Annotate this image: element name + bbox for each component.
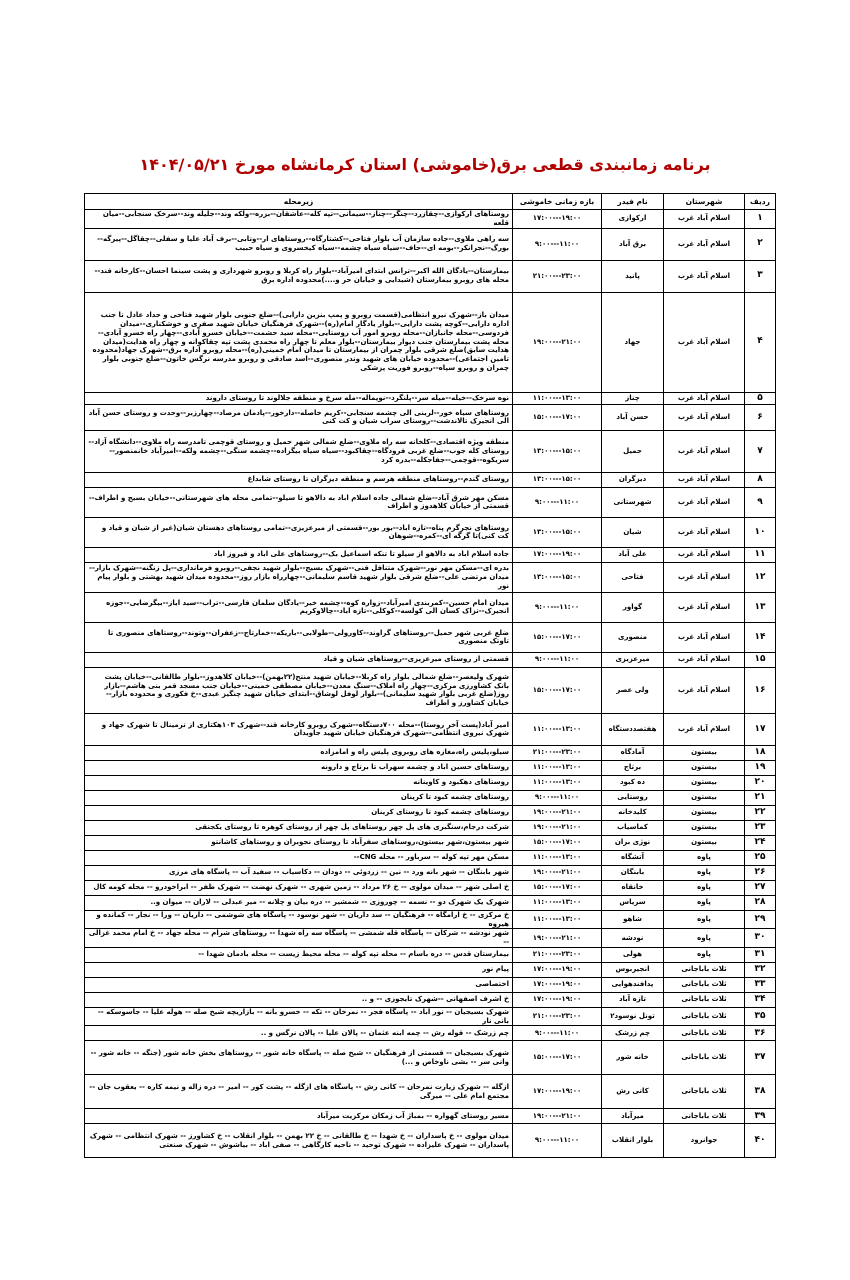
cell-outage-time: ۱۹:۰۰---۱۷:۰۰ — [513, 547, 602, 562]
cell-row-number: ۲۴ — [745, 835, 776, 850]
cell-county: ثلاث باباجانی — [664, 1109, 745, 1124]
cell-row-number: ۳۷ — [745, 1041, 776, 1075]
cell-row-number: ۳۰ — [745, 929, 776, 948]
cell-county: جوانرود — [664, 1124, 745, 1158]
cell-row-number: ۲۵ — [745, 850, 776, 865]
cell-row-number: ۳۶ — [745, 1026, 776, 1041]
cell-outage-time: ۲۳:۰۰---۲۱:۰۰ — [513, 260, 602, 292]
cell-sub-area: قسمتی از روستای میرعزیزی--روستاهای شیان و قیاد — [85, 652, 513, 667]
cell-county: پاوه — [664, 880, 745, 895]
cell-feeder-name: انجیربوس — [602, 962, 664, 977]
cell-county: اسلام آباد غرب — [664, 622, 745, 652]
cell-county: پاوه — [664, 850, 745, 865]
table-row — [85, 895, 776, 910]
cell-sub-area: امیر آباد(پست آخر روستا)--محله ۷۰۰دستگاه--شهرک روبرو کارخانه قند--شهرک ۱۰۳هکتاری از ترمینال تا شهرک جهاد و شهرک نیروی انتظامی--شهرک فرهنگیان خیابان شهید جاویدان — [85, 713, 513, 745]
cell-outage-time: ۱۷:۰۰---۱۵:۰۰ — [513, 880, 602, 895]
table-row — [85, 1041, 776, 1075]
cell-feeder-name: چناز — [602, 392, 664, 404]
table-row — [85, 260, 776, 292]
cell-row-number: ۲۷ — [745, 880, 776, 895]
cell-feeder-name: میرعزیزی — [602, 652, 664, 667]
cell-sub-area: چم زرشک -- قوله رش -- چمه ابنه عثمان -- پالان علیا -- پالان نرگس و .. — [85, 1026, 513, 1041]
cell-row-number: ۲۹ — [745, 910, 776, 929]
cell-outage-time: ۲۳:۰۰---۲۱:۰۰ — [513, 745, 602, 760]
cell-sub-area: مسکن مهر شرق آباد--ضلع شمالی جاده اسلام اباد به دالاهو تا سیلو--تمامی محله های شهرستانی--خیابان بسیج و اطراف--قسمتی از خیابان کلاهدوز و اطراف — [85, 487, 513, 517]
cell-sub-area: جاده اسلام اباد به دالاهو از سیلو تا تنکه اسماعیل بک--روستاهای علی اباد و فیروز اباد — [85, 547, 513, 562]
table-row — [85, 1075, 776, 1109]
cell-sub-area: خ مرکزی -- خ آرامگاه -- فرهنگیان -- سد داریان -- شهر نوسود -- پاسگاه های شوشمی -- داریان -- ورا -- نجار -- کمانده و هیروه — [85, 910, 513, 929]
cell-outage-time: ۱۱:۰۰---۹:۰۰ — [513, 592, 602, 622]
cell-sub-area: روستاهای حسین اباد و چشمه سهراب تا برتاج و دارونه — [85, 760, 513, 775]
cell-feeder-name: نودشه — [602, 929, 664, 948]
header-county: شهرستان — [664, 194, 745, 210]
cell-feeder-name: شیان — [602, 517, 664, 547]
cell-outage-time: ۱۱:۰۰---۹:۰۰ — [513, 790, 602, 805]
cell-outage-time: ۱۱:۰۰---۹:۰۰ — [513, 1124, 602, 1158]
cell-outage-time: ۱۹:۰۰---۱۷:۰۰ — [513, 1075, 602, 1109]
table-row — [85, 622, 776, 652]
table-row — [85, 713, 776, 745]
cell-county: بیستون — [664, 820, 745, 835]
cell-county: ثلاث باباجانی — [664, 962, 745, 977]
header-feeder-name: نام فیدر — [602, 194, 664, 210]
cell-county: اسلام آباد غرب — [664, 472, 745, 487]
cell-feeder-name: کانی رش — [602, 1075, 664, 1109]
table-row — [85, 865, 776, 880]
cell-county: ثلاث باباجانی — [664, 1026, 745, 1041]
cell-county: اسلام آباد غرب — [664, 713, 745, 745]
cell-county: اسلام آباد غرب — [664, 517, 745, 547]
cell-sub-area: روستاهای نجرگرم پناه--تازه اباد--بور بور--قسمتی از میرعزیزی--تمامی روستاهای دهستان شیان(غیر از شیان و قیاد و کت کنی)تا گرگه ای--کمره--شوهان — [85, 517, 513, 547]
table-row — [85, 775, 776, 790]
cell-feeder-name: روستایی — [602, 790, 664, 805]
table-row — [85, 805, 776, 820]
cell-outage-time: ۲۱:۰۰---۱۹:۰۰ — [513, 820, 602, 835]
cell-row-number: ۳۵ — [745, 1007, 776, 1026]
cell-sub-area: نوه سرخک--خیله--میله سر--پلنگرد--نوپماله--مله سرخ و منطقه جلالوند تا روستای داروند — [85, 392, 513, 404]
cell-feeder-name: هولی — [602, 947, 664, 962]
cell-outage-time: ۱۳:۰۰---۱۱:۰۰ — [513, 713, 602, 745]
cell-county: پاوه — [664, 929, 745, 948]
cell-outage-time: ۲۳:۰۰---۲۱:۰۰ — [513, 947, 602, 962]
cell-county: ثلاث باباجانی — [664, 977, 745, 992]
cell-row-number: ۳ — [745, 260, 776, 292]
cell-feeder-name: جهاد — [602, 292, 664, 392]
cell-row-number: ۳۴ — [745, 992, 776, 1007]
table-row — [85, 430, 776, 472]
cell-sub-area: میدان باز--شهرک نیرو انتظامی(قسمت روبرو و پمپ بنزین دارابی)--ضلع جنوبی بلوار شهید فتاحی و حداد عادل تا جنب اداره دارایی--کوچه پشت دارایی--بلوار یادگار امام(ره)--شهرک فرهنگیان خیابان شهید صفری و خوشکناری--میدان فردوسی--محله جانبازان--محله روبرو امور آب روستایی--محله سید حشمت--خیابان خسرو آبادی--چهار راه خسرو آبادی--محله پشت بیمارستان جنب دیوار بیمارستان--بلوار معلم تا چهار راه محمدی پشت تپه چقاکوانه و چهار راه هدایت(میدان هدایت سابق)ضلع شرقی بلوار چمران از بیمارستان تا میدان امام خمینی(ره)--محله روبرو اداره برق--شهرک جهاد(محدوده تامین اجتماعی)--محدوده خیابان های شهید وندر منصوری--اسد صادقی و روبرو مدرسه نرگس خاتون--ضلع جنوبی بلوار چمران و روبرو سپاه--روبرو فوریت پزشکی — [85, 292, 513, 392]
cell-sub-area: مسکن مهر تپه کوله -- سرباور -- محله CNG-- — [85, 850, 513, 865]
cell-outage-time: ۱۷:۰۰---۱۵:۰۰ — [513, 622, 602, 652]
cell-sub-area: مسیر روستای گهواره -- بمباژ آب زمکان مرکزیت میرآباد — [85, 1109, 513, 1124]
cell-sub-area: شهر نودشه -- شرکان -- پاسگاه قله شمشی -- پاسگاه سه راه شهدا -- روستاهای شرام -- محله جهاد -- خ امام محمد غزالی -- — [85, 929, 513, 948]
cell-county: بیستون — [664, 790, 745, 805]
cell-row-number: ۸ — [745, 472, 776, 487]
cell-sub-area: بیمارستان قدس -- دره باسام -- محله تپه کوله -- محله محیط زیست -- محله بادمان شهدا -- — [85, 947, 513, 962]
cell-feeder-name: هفتصددستگاه — [602, 713, 664, 745]
table-row — [85, 1026, 776, 1041]
cell-county: اسلام آباد غرب — [664, 210, 745, 229]
cell-sub-area: شهر بیستون،شهر بیستون،روستاهای سفرآباد تا روستای نجوبران و روستاهای کاشانتو — [85, 835, 513, 850]
cell-feeder-name: برتاج — [602, 760, 664, 775]
table-header-row — [85, 194, 776, 210]
cell-county: پاوه — [664, 895, 745, 910]
header-row-number: ردیف — [745, 194, 776, 210]
cell-outage-time: ۱۹:۰۰---۱۷:۰۰ — [513, 977, 602, 992]
cell-feeder-name: ولی عصر — [602, 667, 664, 713]
cell-county: ثلاث باباجانی — [664, 992, 745, 1007]
cell-row-number: ۱۶ — [745, 667, 776, 713]
cell-county: ثلاث باباجانی — [664, 1041, 745, 1075]
cell-feeder-name: فتاحی — [602, 562, 664, 592]
cell-outage-time: ۲۱:۰۰---۱۹:۰۰ — [513, 1109, 602, 1124]
cell-row-number: ۳۳ — [745, 977, 776, 992]
table-row — [85, 404, 776, 430]
table-row — [85, 745, 776, 760]
cell-row-number: ۱۵ — [745, 652, 776, 667]
cell-row-number: ۱۸ — [745, 745, 776, 760]
cell-feeder-name: ارکوازی — [602, 210, 664, 229]
cell-row-number: ۲۳ — [745, 820, 776, 835]
cell-sub-area: پیام نور — [85, 962, 513, 977]
cell-county: اسلام آباد غرب — [664, 652, 745, 667]
cell-feeder-name: تازه آباد — [602, 992, 664, 1007]
cell-sub-area: ازگله -- شهرک زیارت نمرحان -- کانی رش -- پاسگاه های ازگله -- پشت کور -- امیر -- دره زاله و نیمه کاره -- یعقوب جان -- مجتمع امام علی -- میرگی — [85, 1075, 513, 1109]
cell-county: بیستون — [664, 775, 745, 790]
cell-feeder-name: حسن آباد — [602, 404, 664, 430]
table-row — [85, 947, 776, 962]
cell-row-number: ۲۰ — [745, 775, 776, 790]
header-sub-area: زیرمحله — [85, 194, 513, 210]
cell-row-number: ۳۹ — [745, 1109, 776, 1124]
cell-feeder-name: ده کبود — [602, 775, 664, 790]
cell-row-number: ۱۲ — [745, 562, 776, 592]
cell-county: ثلاث باباجانی — [664, 1007, 745, 1026]
cell-feeder-name: گواور — [602, 592, 664, 622]
cell-feeder-name: بابنگان — [602, 865, 664, 880]
cell-row-number: ۲۶ — [745, 865, 776, 880]
cell-county: اسلام آباد غرب — [664, 547, 745, 562]
cell-outage-time: ۱۹:۰۰---۱۷:۰۰ — [513, 210, 602, 229]
cell-county: بیستون — [664, 805, 745, 820]
cell-feeder-name: سریاس — [602, 895, 664, 910]
cell-sub-area: شهرک بسیجیان -- نور اباد -- پاسگاه فجر -- نمرخان -- تکه -- خسرو بانه -- بازاریچه شیخ صله -- هوله علیا -- جاسوسکه -- بانی نار — [85, 1007, 513, 1026]
table-row — [85, 820, 776, 835]
cell-feeder-name: کماسیاب — [602, 820, 664, 835]
cell-feeder-name: شهرستانی — [602, 487, 664, 517]
cell-sub-area: خ اشرف اصفهانی --شهرک تایجوزی -- و .. — [85, 992, 513, 1007]
cell-feeder-name: آتشگاه — [602, 850, 664, 865]
cell-feeder-name: خانقاه — [602, 880, 664, 895]
table-row — [85, 977, 776, 992]
table-row — [85, 392, 776, 404]
cell-outage-time: ۱۵:۰۰---۱۳:۰۰ — [513, 430, 602, 472]
table-row — [85, 1007, 776, 1026]
cell-outage-time: ۱۷:۰۰---۱۵:۰۰ — [513, 835, 602, 850]
table-row — [85, 992, 776, 1007]
table-row — [85, 652, 776, 667]
cell-outage-time: ۱۱:۰۰---۹:۰۰ — [513, 228, 602, 260]
table-row — [85, 517, 776, 547]
cell-county: اسلام آباد غرب — [664, 430, 745, 472]
cell-sub-area: اختصاصی — [85, 977, 513, 992]
cell-row-number: ۲ — [745, 228, 776, 260]
cell-outage-time: ۱۹:۰۰---۱۷:۰۰ — [513, 962, 602, 977]
cell-feeder-name: منصوری — [602, 622, 664, 652]
table-row — [85, 1109, 776, 1124]
table-row — [85, 880, 776, 895]
cell-sub-area: ضلع غربی شهر حمیل--روستاهای گراوند--کاورولی--طولابی--باریکه--خمارتاج--زعفران--وتوند--روستاهای منصوری تا تاوتک منصوری — [85, 622, 513, 652]
cell-county: اسلام آباد غرب — [664, 667, 745, 713]
cell-county: ثلاث باباجانی — [664, 1075, 745, 1109]
cell-sub-area: منطقه ویژه اقتصادی--کلخانه سه راه ملاوی--ضلع شمالی شهر حمیل و روستای قوچمی تامدرسه راه ملاوی--دانشگاه آزاد--روستای کله جوب--ضلع غربی فرودگاه--چقاکبود--سیاه سیاه بیگزاده--چشمه سنگی--چشمه ولکه--امیرآباد خانمنصور--سریکوه--قوچمی--جفاجکله--بدره کرد — [85, 430, 513, 472]
cell-sub-area: شهرک ولیعصر--ضلع شمالی بلوار راه کربلا--خیابان شهید منتح(۲۲بهمن)--خیابان کلاهدوز--بلوار طالقانی--خیابان پشت بانک کشاورزی مرکزی--چهار راه املاک--سنگ معدن--خیابان مصطفی خمینی--خیابان جنب مسجد قمر بنی هاشم--بازار روز(ضلع غربی بلوار شهید سلیمانی)--بلوار لوفل لوشاق--ابتدای خیابان شهید چنگیز عبدی--خ فکوری و محدوده بازار--خیابان کشاورز و اطراف — [85, 667, 513, 713]
cell-sub-area: شرکت درجام،سنگبری های پل چهر روستاهای پل چهر از روستای کوهره تا روستای یکجنقی — [85, 820, 513, 835]
cell-row-number: ۱۱ — [745, 547, 776, 562]
table-row — [85, 1124, 776, 1158]
cell-feeder-name: خانه شور — [602, 1041, 664, 1075]
cell-outage-time: ۲۱:۰۰---۱۹:۰۰ — [513, 929, 602, 948]
cell-feeder-name: میرآباد — [602, 1109, 664, 1124]
cell-county: پاوه — [664, 910, 745, 929]
cell-outage-time: ۱۳:۰۰---۱۱:۰۰ — [513, 760, 602, 775]
cell-outage-time: ۱۵:۰۰---۱۳:۰۰ — [513, 517, 602, 547]
cell-county: اسلام آباد غرب — [664, 592, 745, 622]
cell-feeder-name: بلوار انقلاب — [602, 1124, 664, 1158]
cell-feeder-name: تونل نوسود۲ — [602, 1007, 664, 1026]
cell-outage-time: ۱۱:۰۰---۹:۰۰ — [513, 487, 602, 517]
cell-sub-area: شهرک یک شهرک دو -- نسمه -- چوروزی -- شمشیر -- دره بیان و چلانه -- میر عبدلی -- لاران -- میوان و.. — [85, 895, 513, 910]
cell-feeder-name: دیزگران — [602, 472, 664, 487]
header-outage-time: بازه زمانی خاموشی — [513, 194, 602, 210]
cell-outage-time: ۱۳:۰۰---۱۱:۰۰ — [513, 910, 602, 929]
cell-outage-time: ۲۳:۰۰---۲۱:۰۰ — [513, 1007, 602, 1026]
cell-row-number: ۴۰ — [745, 1124, 776, 1158]
table-row — [85, 472, 776, 487]
table-row — [85, 562, 776, 592]
cell-outage-time: ۱۱:۰۰---۹:۰۰ — [513, 652, 602, 667]
table-row — [85, 547, 776, 562]
cell-row-number: ۱۹ — [745, 760, 776, 775]
cell-sub-area: خ اصلی شهر -- میدان مولوی -- خ ۲۶ مرداد -- زمین شهری -- شهرک نهضت -- شهرک ظفر -- ابراخودرو -- محله کومه کال — [85, 880, 513, 895]
cell-county: بیستون — [664, 760, 745, 775]
cell-row-number: ۱۳ — [745, 592, 776, 622]
cell-outage-time: ۱۹:۰۰---۱۷:۰۰ — [513, 992, 602, 1007]
cell-feeder-name: پدافندهوایی — [602, 977, 664, 992]
cell-feeder-name: کلیدخانه — [602, 805, 664, 820]
table-row — [85, 962, 776, 977]
cell-row-number: ۳۱ — [745, 947, 776, 962]
table-row — [85, 592, 776, 622]
cell-county: اسلام آباد غرب — [664, 562, 745, 592]
cell-sub-area: روستاهای سیاه خور--لرینی الی چشمه سنجابی--کریم خاصله--دارخور--پادمان مرصاد--چهارزبر--وحدت و روستای حسن آباد الی انجیرک تالاندشت--روستای سراب شیان و کت کنی — [85, 404, 513, 430]
cell-county: اسلام آباد غرب — [664, 228, 745, 260]
cell-sub-area: شهرک بسیجیان -- قسمتی از فرهنگیان -- شیخ صله -- پاسگاه خانه شور -- روستاهای بخش خانه شور (جنگه -- خانه شور -- وانی سر -- بشی ناوخاص و ...) — [85, 1041, 513, 1075]
cell-outage-time: ۱۷:۰۰---۱۵:۰۰ — [513, 1041, 602, 1075]
cell-outage-time: ۱۷:۰۰---۱۵:۰۰ — [513, 404, 602, 430]
cell-feeder-name: پانید — [602, 260, 664, 292]
cell-county: اسلام آباد غرب — [664, 260, 745, 292]
cell-sub-area: سه راهی ملاوی--جاده سازمان آب بلوار فتاحی--کشتارگاه--روستاهای ار--وتابی--برف آباد علیا و سفلی--چقاگل--پیرگه--بورگ--نجرانکر--بومه ای--حاف--سیاه سیاه چشمه--سیاه کیخسروی و سیاه حبیب — [85, 228, 513, 260]
cell-row-number: ۴ — [745, 292, 776, 392]
cell-row-number: ۲۸ — [745, 895, 776, 910]
cell-row-number: ۲۲ — [745, 805, 776, 820]
cell-row-number: ۱۴ — [745, 622, 776, 652]
cell-outage-time: ۲۱:۰۰---۱۹:۰۰ — [513, 805, 602, 820]
cell-row-number: ۶ — [745, 404, 776, 430]
cell-sub-area: بدره ای--مسکن مهر نور--شهرک متنافل قنی--شهرک بسیج--بلوار شهید نجفی--روبرو فرمانداری--پل زنگنه--شهرک بازار--میدان مرتضی علی--ضلع شرقی بلوار شهید قاسم سلیمانی--چهارراه بازار روز--محدوده میدان شهید بهشتی و بلوار پیام نور — [85, 562, 513, 592]
cell-county: اسلام آباد غرب — [664, 404, 745, 430]
cell-feeder-name: آمادگاه — [602, 745, 664, 760]
table-row — [85, 790, 776, 805]
cell-outage-time: ۱۵:۰۰---۱۳:۰۰ — [513, 472, 602, 487]
cell-row-number: ۹ — [745, 487, 776, 517]
cell-county: اسلام آباد غرب — [664, 292, 745, 392]
table-row — [85, 910, 776, 929]
cell-sub-area: شهر بابنگان -- شهر بانه ورد -- نین -- زردوئی -- دودان -- دکاسیاب -- سفید آب -- پاسگاه های مرزی — [85, 865, 513, 880]
cell-sub-area: سیلو،پلیس راه،مغازه های روبروی پلیس راه و امامزاده — [85, 745, 513, 760]
table-row — [85, 760, 776, 775]
cell-outage-time: ۱۳:۰۰---۱۱:۰۰ — [513, 850, 602, 865]
cell-row-number: ۷ — [745, 430, 776, 472]
cell-row-number: ۳۸ — [745, 1075, 776, 1109]
table-row — [85, 667, 776, 713]
table-row — [85, 850, 776, 865]
cell-outage-time: ۱۵:۰۰---۱۳:۰۰ — [513, 562, 602, 592]
table-row — [85, 210, 776, 229]
cell-county: بیستون — [664, 835, 745, 850]
cell-outage-time: ۲۱:۰۰---۱۹:۰۰ — [513, 292, 602, 392]
cell-sub-area: روستاهای چشمه کبود تا روستای کرینان — [85, 805, 513, 820]
cell-feeder-name: چم زرشک — [602, 1026, 664, 1041]
cell-sub-area: روستاهای ارکوازی--چقازرد--چنگر--چناز--سیمانی--تپه کله--عاشقان--بزره--ولکه وند--جلیله وند--سرخک سنجابی--میان قلعه — [85, 210, 513, 229]
cell-row-number: ۲۱ — [745, 790, 776, 805]
cell-row-number: ۱۰ — [745, 517, 776, 547]
cell-feeder-name: علی آباد — [602, 547, 664, 562]
cell-outage-time: ۱۳:۰۰---۱۱:۰۰ — [513, 895, 602, 910]
cell-sub-area: روستاهای چشمه کبود تا کرینان — [85, 790, 513, 805]
cell-sub-area: میدان امام حسین--کمربندی امیرآباد--زواره کوه--چشمه خیر--یادگان سلمان فارسی--تراب--سید ایاز--بیگرضایی--جوزه انجیرک--تزاک کسان الی کولسه--کوکلی--تازه اباد--چالاوکریم — [85, 592, 513, 622]
outage-schedule-table — [84, 193, 776, 1158]
table-row — [85, 292, 776, 392]
table-row — [85, 228, 776, 260]
cell-sub-area: روستاهای دهکبود و کاوینانه — [85, 775, 513, 790]
cell-outage-time: ۱۳:۰۰---۱۱:۰۰ — [513, 392, 602, 404]
cell-outage-time: ۱۷:۰۰---۱۵:۰۰ — [513, 667, 602, 713]
page-title: برنامه زمانبندی قطعی برق(خاموشی) استان کرمانشاه مورخ ۱۴۰۴/۰۵/۲۱ — [139, 155, 711, 174]
cell-feeder-name: حمیل — [602, 430, 664, 472]
table-row — [85, 929, 776, 948]
cell-row-number: ۳۲ — [745, 962, 776, 977]
table-row — [85, 487, 776, 517]
cell-feeder-name: برق آباد — [602, 228, 664, 260]
cell-row-number: ۱ — [745, 210, 776, 229]
cell-outage-time: ۲۱:۰۰---۱۹:۰۰ — [513, 865, 602, 880]
cell-outage-time: ۱۳:۰۰---۱۱:۰۰ — [513, 775, 602, 790]
cell-county: پاوه — [664, 865, 745, 880]
cell-outage-time: ۱۱:۰۰---۹:۰۰ — [513, 1026, 602, 1041]
cell-feeder-name: نوژی بران — [602, 835, 664, 850]
cell-row-number: ۵ — [745, 392, 776, 404]
cell-county: اسلام آباد غرب — [664, 392, 745, 404]
cell-sub-area: میدان مولوی -- خ پاسداران -- خ شهدا -- خ طالقانی -- خ ۲۲ بهمن -- بلوار انقلاب -- خ کشاورز -- شهرک انتظامی -- شهرک پاسداران -- شهرک علیزاده -- شهرک توحید -- ناحیه کارگاهی -- صفی اباد -- بیاشوش -- شهرک صنعتی — [85, 1124, 513, 1158]
cell-row-number: ۱۷ — [745, 713, 776, 745]
cell-county: پاوه — [664, 947, 745, 962]
cell-sub-area: بیمارستان--یادگان الله اکبر--ترانس ابتدای امیرآباد--بلوار راه کربلا و روبرو شهرداری و پشت سینما احسان--کارخانه قند--محله های روبرو بیمارستان (شیدایی و خیابان حر و....)محدوده اداره برق — [85, 260, 513, 292]
cell-county: بیستون — [664, 745, 745, 760]
cell-feeder-name: شاهو — [602, 910, 664, 929]
cell-county: اسلام آباد غرب — [664, 487, 745, 517]
cell-sub-area: روستای گندم--روستاهای منطقه هرسم و منطقه دیزگران تا روستای شابداغ — [85, 472, 513, 487]
table-row — [85, 835, 776, 850]
